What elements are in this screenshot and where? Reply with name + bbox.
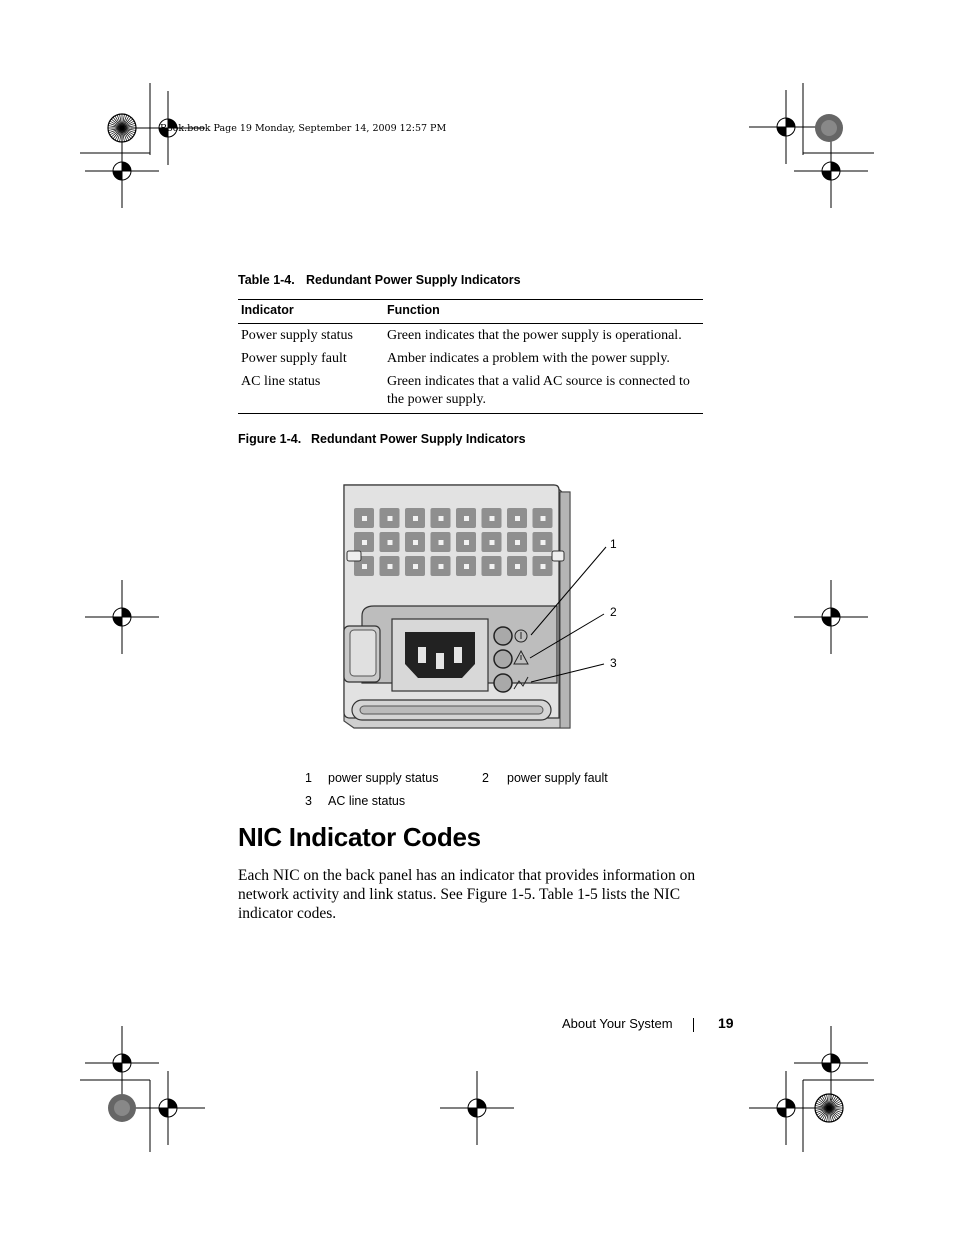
fault-led bbox=[494, 650, 512, 668]
crosshair-mark bbox=[85, 580, 159, 654]
column-header-indicator: Indicator bbox=[238, 300, 384, 324]
crosshair-mark bbox=[85, 1026, 159, 1100]
crosshair-mark bbox=[85, 134, 159, 208]
legend-label: AC line status bbox=[328, 794, 406, 808]
callout-1: 1 bbox=[610, 537, 617, 551]
legend-label: power supply fault bbox=[507, 771, 608, 785]
gray-target-mark bbox=[815, 114, 843, 142]
indicator-cell: Power supply fault bbox=[241, 351, 347, 366]
crosshair-mark bbox=[794, 1026, 868, 1100]
function-cell: Green indicates that the power supply is operational. bbox=[387, 328, 682, 343]
section-body: Each NIC on the back panel has an indicator that provides information on network activity and link status. See Figure 1-5. Table 1-5 lists the NIC indicator codes. bbox=[238, 867, 696, 922]
legend-num: 1 bbox=[305, 771, 312, 785]
figure-caption-title: Redundant Power Supply Indicators bbox=[311, 432, 526, 446]
figure-caption-number: Figure 1-4. bbox=[238, 432, 302, 446]
status-led bbox=[494, 627, 512, 645]
table-header-row bbox=[238, 300, 703, 324]
table-row bbox=[238, 370, 703, 414]
crosshair-mark bbox=[794, 134, 868, 208]
starburst-mark bbox=[108, 114, 136, 142]
callout-3: 3 bbox=[610, 656, 617, 670]
function-cell: Green indicates that a valid AC source is connected to the power supply. bbox=[384, 370, 703, 414]
crosshair-mark bbox=[440, 1071, 514, 1145]
indicator-cell: AC line status bbox=[238, 370, 384, 414]
ac-line-led bbox=[494, 674, 512, 692]
crosshair-mark bbox=[749, 1071, 823, 1145]
starburst-mark bbox=[815, 1094, 843, 1122]
function-cell: Amber indicates a problem with the power supply. bbox=[387, 351, 670, 366]
crosshair-mark bbox=[794, 580, 868, 654]
gray-target-mark bbox=[108, 1094, 136, 1122]
legend-num: 2 bbox=[482, 771, 489, 785]
indicator-cell: Power supply status bbox=[241, 328, 353, 343]
footer-chapter-title: About Your System bbox=[562, 1016, 673, 1031]
table-caption-title: Redundant Power Supply Indicators bbox=[306, 273, 521, 287]
legend-label: power supply status bbox=[328, 771, 439, 785]
legend-num: 3 bbox=[305, 794, 312, 808]
handle-bar bbox=[352, 700, 551, 720]
table-caption bbox=[238, 273, 521, 287]
ac-power-inlet bbox=[392, 619, 488, 691]
table-caption-number: Table 1-4. bbox=[238, 273, 295, 287]
power-supply-illustration bbox=[330, 478, 630, 736]
table-row bbox=[238, 347, 703, 370]
page-number: 19 bbox=[718, 1015, 734, 1031]
section-title: NIC Indicator Codes bbox=[238, 822, 481, 852]
crosshair-mark bbox=[131, 1071, 205, 1145]
figure-caption bbox=[238, 432, 526, 446]
print-header: Book.book Page 19 Monday, September 14, 2009 12:57 PM bbox=[160, 123, 447, 134]
footer-separator bbox=[693, 1018, 694, 1032]
callout-2: 2 bbox=[610, 605, 617, 619]
indicator-table bbox=[238, 299, 703, 414]
table-row bbox=[238, 324, 703, 348]
column-header-function: Function bbox=[384, 300, 703, 324]
